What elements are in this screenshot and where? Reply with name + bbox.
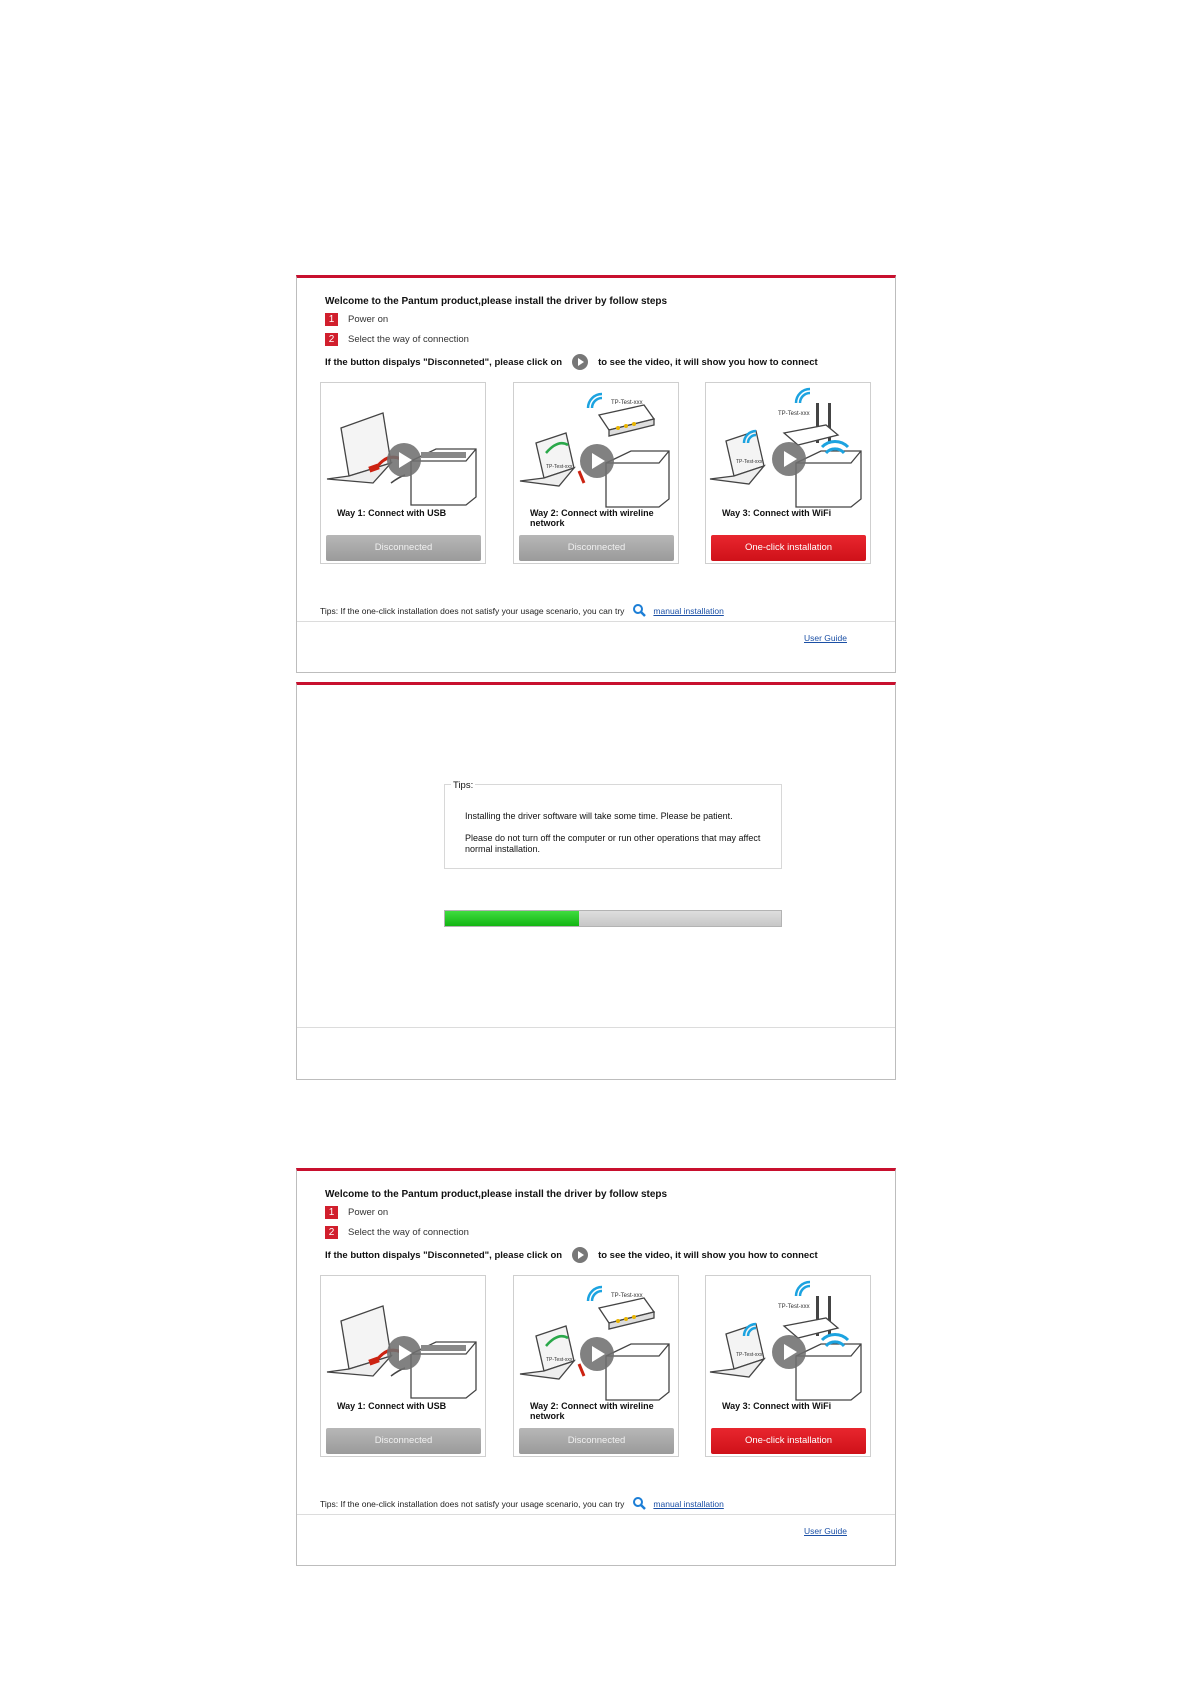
tips-text: Tips: If the one-click installation does not satisfy your usage scenario, you can try <box>320 605 625 616</box>
usb-illustration-icon <box>321 1276 485 1401</box>
router-label: TP-Test-xxx <box>611 1293 643 1299</box>
way-wifi-card <box>705 1275 871 1457</box>
video-hint <box>325 354 818 370</box>
step-number: 1 <box>325 313 338 326</box>
installer-window-bottom <box>296 1168 896 1566</box>
laptop-label: TP-Test-xxx <box>546 464 573 470</box>
manual-installation-link[interactable]: manual installation <box>653 605 724 616</box>
way-caption: Way 3: Connect with WiFi <box>722 1401 832 1411</box>
search-icon <box>632 1496 647 1511</box>
tips-line-2: Please do not turn off the computer or run other operations that may affect normal installation. <box>465 833 761 854</box>
user-guide-link[interactable]: User Guide <box>804 633 847 643</box>
usb-illustration-icon <box>321 383 485 508</box>
welcome-heading: Welcome to the Pantum product,please install the driver by follow steps <box>325 1189 668 1200</box>
router-label: TP-Test-xxx <box>611 400 643 406</box>
wifi-illustration-icon <box>706 383 870 508</box>
way-caption: Way 3: Connect with WiFi <box>722 508 832 518</box>
search-icon <box>632 603 647 618</box>
way-caption: Way 2: Connect with wireline network <box>530 1401 654 1421</box>
step-label: Select the way of connection <box>348 334 469 345</box>
hint-text-after: to see the video, it will show you how to connect <box>598 1249 818 1261</box>
video-hint <box>325 1247 818 1263</box>
disconnected-button[interactable]: Disconnected <box>519 1428 674 1454</box>
play-icon[interactable] <box>572 1247 588 1263</box>
progress-fill <box>445 911 579 926</box>
installing-window <box>296 682 896 1080</box>
hint-text-before: If the button dispalys "Disconneted", please click on <box>325 356 563 368</box>
way-wireline-card <box>513 382 679 564</box>
divider <box>297 1027 895 1028</box>
installer-window-top <box>296 275 896 673</box>
step-number: 2 <box>325 1226 338 1239</box>
way-caption: Way 1: Connect with USB <box>337 1401 447 1411</box>
router-label: TP-Test-xxx <box>778 411 810 417</box>
tips-line <box>320 1496 724 1511</box>
disconnected-button[interactable]: Disconnected <box>519 535 674 561</box>
install-progress-bar <box>444 910 782 927</box>
step-label: Power on <box>348 1207 389 1218</box>
tips-box <box>444 780 782 869</box>
way-caption: Way 2: Connect with wireline network <box>530 508 654 528</box>
way-caption: Way 1: Connect with USB <box>337 508 447 518</box>
way-usb-card <box>320 382 486 564</box>
laptop-label: TP-Test-xxx <box>736 1352 763 1358</box>
one-click-installation-button[interactable]: One-click installation <box>711 535 866 561</box>
user-guide-link[interactable]: User Guide <box>804 1526 847 1536</box>
step-power-on <box>325 1206 388 1219</box>
one-click-installation-button[interactable]: One-click installation <box>711 1428 866 1454</box>
wireline-illustration-icon <box>514 383 678 508</box>
laptop-label: TP-Test-xxx <box>546 1357 573 1363</box>
way-wifi-card <box>705 382 871 564</box>
step-select-connection <box>325 333 469 346</box>
wifi-illustration-icon <box>706 1276 870 1401</box>
tips-line <box>320 603 724 618</box>
disconnected-button[interactable]: Disconnected <box>326 1428 481 1454</box>
play-icon[interactable] <box>572 354 588 370</box>
divider <box>297 1514 895 1515</box>
tips-text: Tips: If the one-click installation does not satisfy your usage scenario, you can try <box>320 1498 625 1509</box>
divider <box>297 621 895 622</box>
step-label: Power on <box>348 314 389 325</box>
step-power-on <box>325 313 388 326</box>
wireline-illustration-icon <box>514 1276 678 1401</box>
disconnected-button[interactable]: Disconnected <box>326 535 481 561</box>
step-number: 2 <box>325 333 338 346</box>
manual-installation-link[interactable]: manual installation <box>653 1498 724 1509</box>
hint-text-before: If the button dispalys "Disconneted", please click on <box>325 1249 563 1261</box>
way-wireline-card <box>513 1275 679 1457</box>
welcome-heading: Welcome to the Pantum product,please install the driver by follow steps <box>325 296 668 307</box>
laptop-label: TP-Test-xxx <box>736 459 763 465</box>
tips-title: Tips: <box>453 780 474 791</box>
tips-line-1: Installing the driver software will take some time. Please be patient. <box>465 811 733 821</box>
step-label: Select the way of connection <box>348 1227 469 1238</box>
hint-text-after: to see the video, it will show you how to connect <box>598 356 818 368</box>
way-usb-card <box>320 1275 486 1457</box>
step-select-connection <box>325 1226 469 1239</box>
step-number: 1 <box>325 1206 338 1219</box>
router-label: TP-Test-xxx <box>778 1304 810 1310</box>
